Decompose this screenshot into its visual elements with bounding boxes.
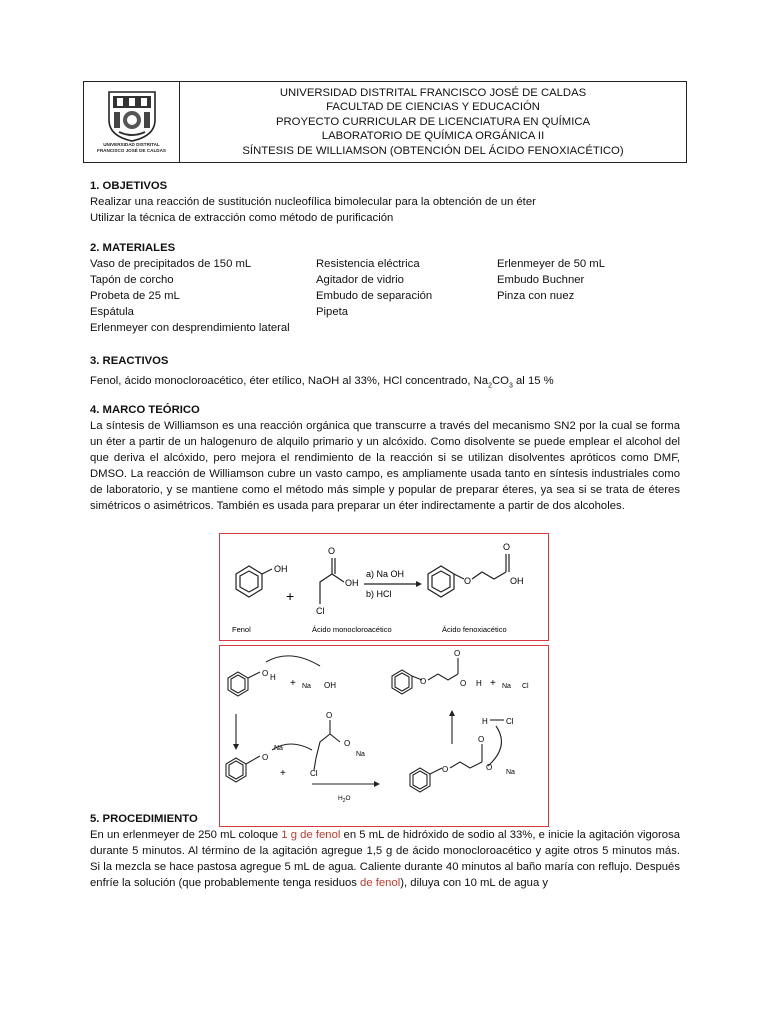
product-oh-label: OH (510, 576, 524, 586)
material-item: Pipeta (316, 306, 349, 318)
section-objetivos (90, 178, 680, 226)
water-sub: 2 (342, 798, 346, 804)
proc-text-3: ), diluya con 10 mL de agua y (400, 877, 549, 889)
hcl-h-label: H (482, 717, 488, 726)
header-title-line-1: UNIVERSIDAD DISTRITAL FRANCISCO JOSÉ DE CALDAS (279, 86, 587, 99)
proc-highlight-1: 1 g de fenol (281, 829, 341, 841)
mechanism-drawing (220, 646, 550, 828)
material-item: Pinza con nuez (497, 290, 575, 302)
reactivos-heading: 3. REACTIVOS (90, 355, 169, 367)
hcl-cl-label: Cl (506, 717, 514, 726)
mech-o-label-10: O (486, 763, 493, 772)
material-item: Resistencia eléctrica (316, 258, 420, 270)
material-item: Probeta de 25 mL (90, 290, 180, 302)
chlorine-label: Cl (316, 606, 325, 616)
proc-text-2: en 5 mL de hidróxido de sodio al 33%, e inicie la agitación vigorosa durante 5 minutos. Al término de la agitación agregue 1,5 g de ácido monocloroacético y agite otros 5 minutos más. Si la mezcla se hace pastosa agregue 5 mL de agua. Caliente durante 40 minutos al baño maría con reflujo. Después enfríe la solución (que probablemente tenga residuos (90, 829, 681, 889)
proc-text-1: En un erlenmeyer de 250 mL coloque (90, 829, 282, 841)
subscript: 2 (488, 382, 493, 390)
material-item: Erlenmeyer de 50 mL (497, 258, 605, 270)
mech-plus-1: + (290, 678, 296, 689)
objetivos-heading: 1. OBJETIVOS (90, 180, 168, 192)
mech-plus-2: + (280, 768, 286, 779)
water-o: O (345, 795, 351, 802)
mech-plus-3: + (490, 678, 496, 689)
mech-cl-label-1: Cl (310, 769, 318, 778)
mech-o-label-9: O (478, 735, 485, 744)
condition-b: b) HCl (366, 589, 392, 599)
logo-caption-line-2: FRANCISCO JOSÉ DE CALDAS (97, 148, 166, 153)
phenol-structure (236, 566, 272, 597)
carbonyl-o-label: O (328, 546, 336, 556)
mech-na-label-3: Na (356, 751, 365, 758)
university-logo (84, 82, 180, 162)
materiales-list (90, 256, 680, 320)
section-marco-teorico (90, 402, 680, 514)
material-item: Erlenmeyer con desprendimiento lateral (90, 322, 290, 334)
water-h: H (338, 795, 343, 802)
mech-oh-label: OH (324, 681, 336, 690)
product-carbonyl-o: O (503, 542, 511, 552)
material-item: Tapón de corcho (90, 274, 174, 286)
material-item: Vaso de precipitados de 150 mL (90, 258, 252, 270)
caption-fenol: Fenol (232, 625, 251, 634)
mech-h-label-2: H (476, 679, 482, 688)
material-item: Agitador de vidrio (316, 274, 404, 286)
header-titles (180, 82, 686, 162)
header-title-line-2: FACULTAD DE CIENCIAS Y EDUCACIÓN (326, 101, 540, 114)
mech-o-label-3: O (326, 711, 333, 720)
material-item: Espátula (90, 306, 134, 318)
material-item: Embudo de separación (316, 290, 433, 302)
caption-acido-monocloroacetico: Ácido monocloroacético (312, 625, 392, 634)
plus-sign: + (286, 588, 295, 604)
reactivos-text-a: Fenol, ácido monocloroacético, éter etílico, NaOH al 33%, HCl concentrado, Na (90, 375, 489, 387)
phenol-oh-label: OH (274, 564, 288, 574)
material-item: Embudo Buchner (497, 274, 585, 286)
objetivo-item: Utilizar la técnica de extracción como método de purificación (90, 212, 394, 224)
subscript: 3 (508, 382, 513, 390)
reaction-scheme-drawing (220, 534, 550, 642)
water-label (338, 795, 351, 804)
mech-o-label-1: O (262, 669, 269, 678)
mechanism-figure (219, 645, 549, 827)
reactivos-text-c: al 15 % (512, 375, 554, 387)
reactivos-text-b: CO (492, 375, 509, 387)
marco-heading: 4. MARCO TEÓRICO (90, 404, 200, 416)
mech-o-label-2: O (262, 753, 269, 762)
header-table (83, 81, 687, 163)
acid-oh-label: OH (345, 578, 359, 588)
header-title-line-5: SÍNTESIS DE WILLIAMSON (OBTENCIÓN DEL ÁCIDO FENOXIACÉTICO) (242, 144, 624, 157)
section-procedimiento (90, 811, 680, 891)
objetivo-item: Realizar una reacción de sustitución nucleofílica bimolecular para la obtención de un éter (90, 196, 536, 208)
mech-o-label-4: O (344, 739, 351, 748)
mech-na-label-2: Na (274, 745, 283, 752)
section-materiales (90, 240, 680, 336)
mechanism-arrowheads (233, 710, 455, 787)
mech-na-label-5: Na (506, 769, 515, 776)
mech-o-label-8: O (442, 765, 449, 774)
header-title-line-4: LABORATORIO DE QUÍMICA ORGÁNICA II (321, 130, 545, 143)
material-item (497, 304, 680, 320)
mech-na-label-4: Na (502, 683, 511, 690)
mech-na-label-1: Na (302, 683, 311, 690)
mech-o-label-6: O (454, 649, 461, 658)
chloroacetic-acid-structure (320, 558, 344, 604)
procedimiento-heading: 5. PROCEDIMIENTO (90, 813, 198, 825)
reaction-arrowhead (416, 581, 422, 587)
university-seal-icon (105, 90, 159, 142)
materiales-heading: 2. MATERIALES (90, 242, 176, 254)
header-title-line-3: PROYECTO CURRICULAR DE LICENCIATURA EN QUÍMICA (275, 115, 591, 128)
reaction-scheme-figure (219, 533, 549, 641)
mech-h-label: H (270, 673, 276, 682)
ether-o-label: O (464, 576, 472, 586)
marco-paragraph: La síntesis de Williamson es una reacción orgánica que transcurre a través del mecanismo SN2 por la cual se forma un éter a partir de un halogenuro de alquilo primario y un alcóxido. Como disolvente se puede emplear el alcohol del que deriva el alcóxido, pero mejora el rendimiento de la reacción si se utilizan disolventes apróticos como DMF, DMSO. La reacción de Williamson cubre un vasto campo, es ampliamente usada tanto en síntesis industriales como de laboratorio, y se mantiene como el método más simple y popular de preparar éteres, ya sea si se trata de éteres simétricos o asimétricos. También es usada para preparar un éter indirectamente a partir de dos alcoholes. (90, 420, 680, 512)
mech-cl-label-2: Cl (522, 683, 529, 690)
mech-o-label-7: O (460, 679, 467, 688)
logo-caption-line-1: UNIVERSIDAD DISTRITAL (103, 142, 160, 147)
procedimiento-paragraph (90, 827, 680, 891)
caption-acido-fenoxiacetico: Ácido fenoxiacético (442, 625, 507, 634)
mech-o-label-5: O (420, 677, 427, 686)
condition-a: a) Na OH (366, 569, 405, 579)
reactivos-text (90, 373, 680, 389)
proc-highlight-2: de fenol (360, 877, 401, 889)
section-reactivos (90, 353, 680, 389)
